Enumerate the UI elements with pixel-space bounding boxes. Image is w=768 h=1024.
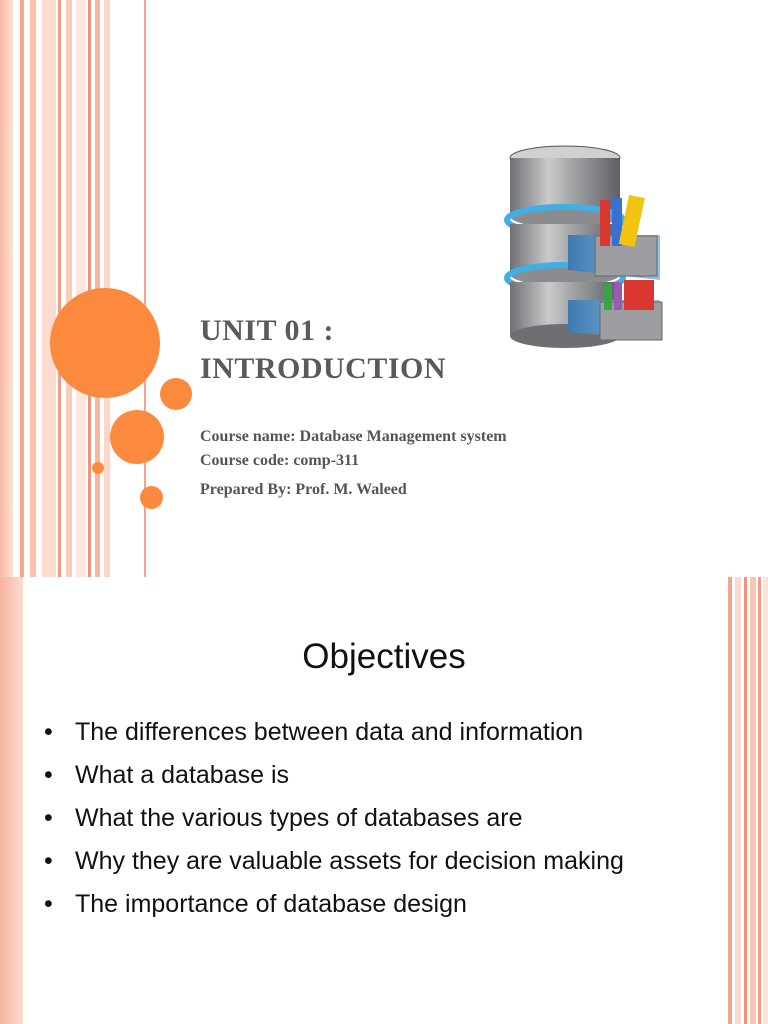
list-item: • What a database is	[40, 760, 680, 790]
decorative-circle-medium	[110, 410, 164, 464]
decorative-circle-large	[50, 288, 160, 398]
objectives-title: Objectives	[302, 637, 466, 676]
list-item: • The importance of database design	[40, 889, 680, 919]
decorative-circle-tiny	[92, 462, 104, 474]
list-item: • The differences between data and information	[40, 717, 680, 747]
title-line-2: INTRODUCTION	[200, 352, 447, 385]
list-item: • What the various types of databases are	[40, 803, 680, 833]
database-server-icon	[500, 140, 680, 360]
course-code: Course code: comp-311	[200, 452, 360, 469]
decorative-circle-small-2	[140, 486, 163, 509]
prepared-by: Prepared By: Prof. M. Waleed	[200, 481, 407, 498]
left-decorative-stripes	[0, 0, 150, 577]
objectives-list	[40, 717, 680, 932]
objectives-slide	[0, 577, 768, 1024]
title-line-1: UNIT 01 :	[200, 314, 334, 347]
course-name: Course name: Database Management system	[200, 428, 507, 445]
slide-title	[200, 312, 446, 388]
decorative-circle-small	[160, 378, 192, 410]
list-item: • Why they are valuable assets for decision making	[40, 846, 680, 876]
